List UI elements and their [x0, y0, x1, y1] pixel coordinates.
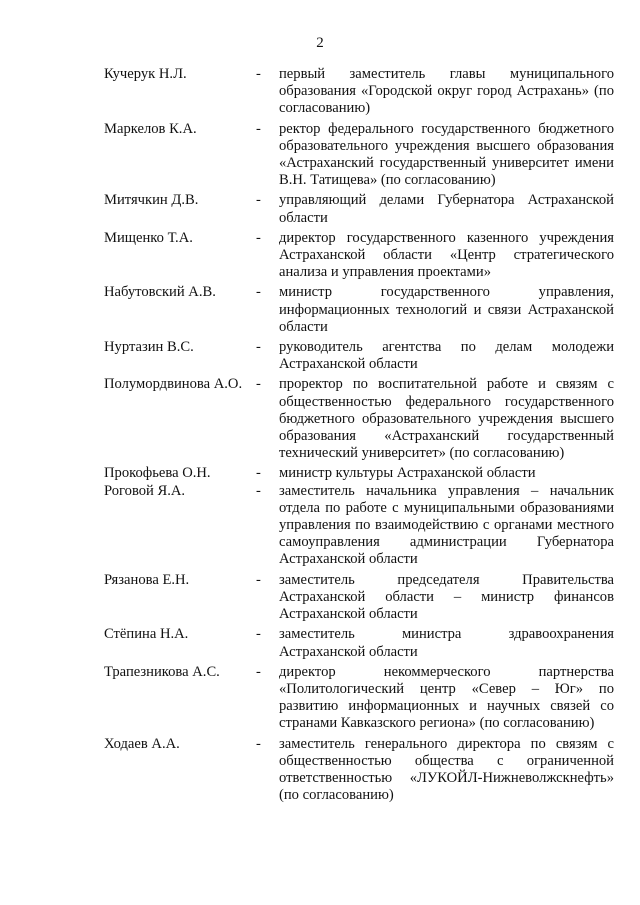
member-name: Маркелов К.А.	[104, 120, 197, 137]
member-entry	[104, 339, 614, 373]
member-entry	[104, 284, 614, 336]
member-dash: -	[256, 626, 261, 643]
member-entry	[104, 66, 614, 118]
member-dash: -	[256, 229, 261, 246]
member-dash: -	[256, 120, 261, 137]
member-dash: -	[256, 663, 261, 680]
member-dash: -	[256, 735, 261, 752]
member-entry	[104, 664, 614, 733]
member-dash: -	[256, 482, 261, 499]
member-role: директор некоммерческого партнерства «Политологический центр «Север – Юг» по развитию информационных и научных связей со странами Кавказского региона» (по согласованию)	[279, 663, 614, 732]
member-role: управляющий делами Губернатора Астраханской области	[279, 192, 614, 226]
member-name: Рязанова Е.Н.	[104, 571, 190, 588]
member-role: заместитель председателя Правительства Астраханской области – министр финансов Астраханской области	[279, 571, 614, 623]
member-entry	[104, 230, 614, 282]
member-entry	[104, 736, 614, 805]
member-role: заместитель начальника управления – начальник отдела по работе с муниципальными образованиями управления по взаимодействию с органами местного самоуправления администрации Губернатора Астраханской области	[279, 482, 614, 568]
member-name: Нуртазин В.С.	[104, 339, 194, 356]
page-number: 2	[316, 35, 324, 51]
member-entry	[104, 572, 614, 624]
member-role: проректор по воспитательной работе и связям с общественностью федерального государственного бюджетного образовательного учреждения высшего образования «Астраханский государственный технический университет» (по согласованию)	[279, 376, 614, 462]
member-name: Митячкин Д.В.	[104, 192, 199, 209]
member-name: Кучерук Н.Л.	[104, 66, 187, 82]
member-name: Стёпина Н.А.	[104, 626, 189, 643]
member-name: Полумордвинова А.О.	[104, 376, 243, 393]
member-dash: -	[256, 376, 261, 393]
member-dash: -	[256, 66, 261, 82]
member-dash: -	[256, 284, 261, 301]
member-name: Набутовский А.В.	[104, 284, 216, 301]
member-name: Трапезникова А.С.	[104, 663, 220, 680]
member-role: министр культуры Астраханской области	[279, 465, 536, 482]
member-name: Прокофьева О.Н.	[104, 465, 211, 482]
member-role: ректор федерального государственного бюджетного образовательного учреждения высшего образования «Астраханский государственный университет имени В.Н. Татищева» (по согласованию)	[279, 120, 614, 189]
member-entry	[104, 626, 614, 660]
member-dash: -	[256, 192, 261, 209]
member-list	[104, 66, 614, 804]
member-entry	[104, 376, 614, 462]
member-role: заместитель министра здравоохранения Астраханской области	[279, 626, 614, 660]
member-role: первый заместитель главы муниципального образования «Городской округ город Астрахань» (по согласованию)	[279, 66, 614, 117]
member-entry	[104, 192, 614, 226]
member-entry	[104, 465, 614, 482]
member-entry	[104, 121, 614, 190]
member-role: директор государственного казенного учреждения Астраханской области «Центр стратегического анализа и управления проектами»	[279, 229, 614, 281]
member-role: руководитель агентства по делам молодежи Астраханской области	[279, 339, 614, 373]
member-name: Мищенко Т.А.	[104, 229, 193, 246]
member-role: заместитель генерального директора по связям с общественностью общества с ограниченной ответственностью «ЛУКОЙЛ-Нижневолжскнефть» (по согласованию)	[279, 735, 614, 804]
member-dash: -	[256, 339, 261, 356]
member-entry	[104, 483, 614, 569]
member-role: министр государственного управления, информационных технологий и связи Астраханской области	[279, 284, 614, 335]
member-name: Роговой Я.А.	[104, 482, 186, 499]
member-dash: -	[256, 465, 261, 482]
member-dash: -	[256, 571, 261, 588]
member-name: Ходаев А.А.	[104, 735, 180, 752]
